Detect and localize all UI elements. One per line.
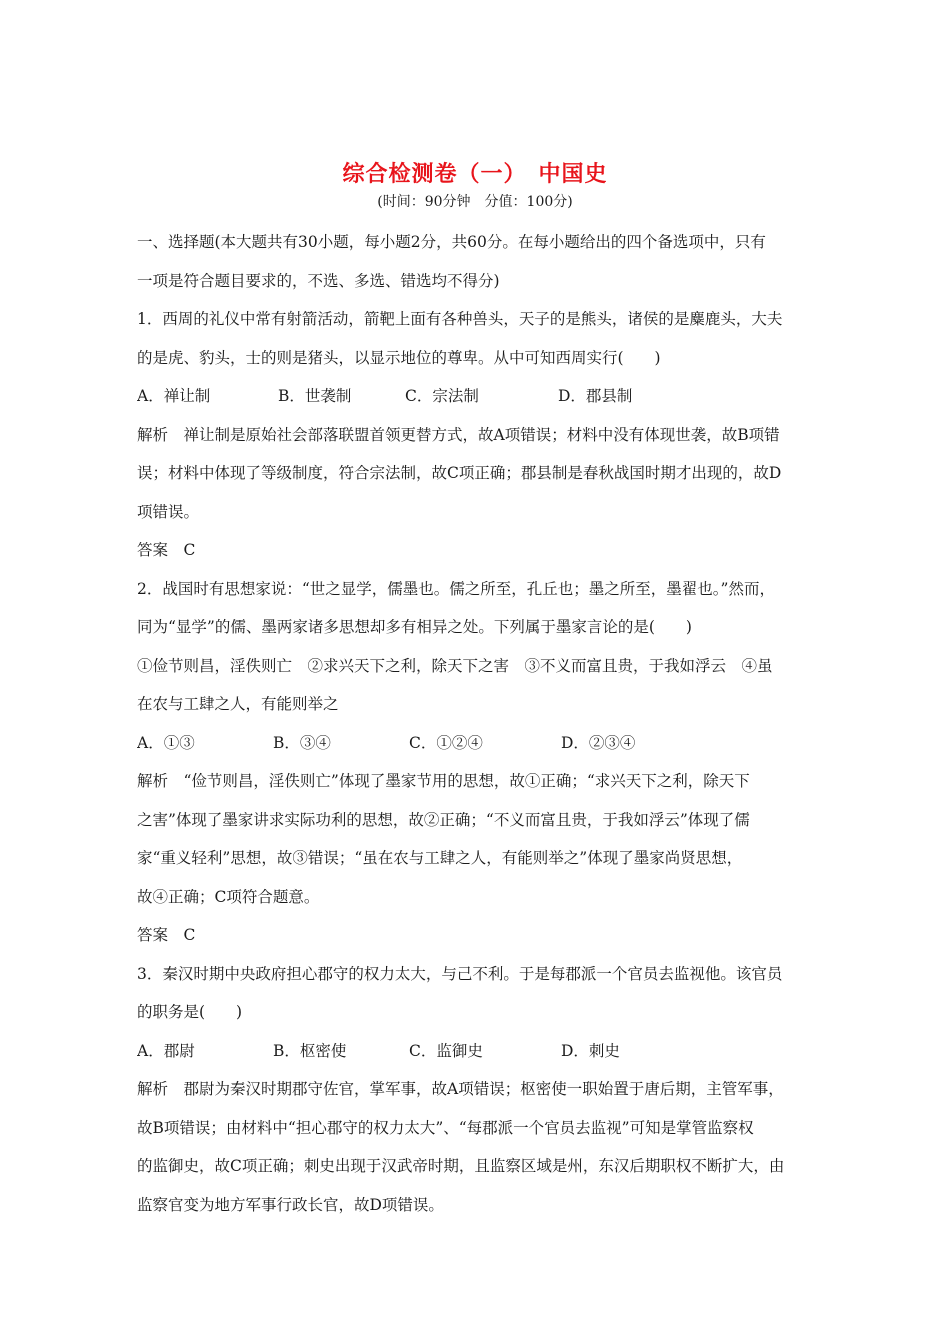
question-stem: 的职务是( ) <box>137 1003 243 1021</box>
option-b: B．世袭制 <box>278 387 352 405</box>
option-a: A．①③ <box>137 733 195 752</box>
question-2 <box>137 570 840 955</box>
analysis-text: 解析 郡尉为秦汉时期郡守佐官，掌军事，故A项错误；枢密使一职始置于唐后期，主管军事， <box>137 1080 784 1098</box>
analysis-text: 解析 “俭节则昌，淫佚则亡”体现了墨家节用的思想，故①正确；“求兴天下之利，除天下 <box>137 772 750 790</box>
analysis-text: 监察官变为地方军事行政长官，故D项错误。 <box>137 1195 444 1214</box>
analysis-text: 家“重义轻利”思想，故③错误；“虽在农与工肆之人，有能则举之”体现了墨家尚贤思想， <box>137 849 743 867</box>
analysis-text: 项错误。 <box>137 502 200 521</box>
answer-text: 答案 C <box>137 541 196 559</box>
analysis-text: 故B项错误；由材料中“担心郡守的权力太大”、“每郡派一个官员去监视”可知是掌管监察权 <box>137 1118 754 1137</box>
section-instructions: 一、选择题(本大题共有30小题，每小题2分，共60分。在每小题给出的四个备选项中，只有 <box>137 233 766 251</box>
analysis-text: 之害”体现了墨家讲求实际功利的思想，故②正确；“不义而富且贵，于我如浮云”体现了儒 <box>137 810 750 829</box>
question-options <box>137 1032 840 1071</box>
option-c: C．监御史 <box>409 1041 483 1060</box>
option-b: B．③④ <box>273 733 331 752</box>
option-c: C．宗法制 <box>405 387 479 405</box>
question-options <box>137 724 840 763</box>
question-options <box>137 377 840 416</box>
option-a: A．郡尉 <box>137 1041 195 1060</box>
question-stem: 2．战国时有思想家说：“世之显学，儒墨也。儒之所至，孔丘也；墨之所至，墨翟也。”然而， <box>137 579 775 598</box>
analysis-text: 解析 禅让制是原始社会部落联盟首领更替方式，故A项错误；材料中没有体现世袭，故B项错 <box>137 425 780 444</box>
exam-time-score: (时间：90分钟 分值：100分) <box>377 194 573 210</box>
analysis-text: 的监御史，故C项正确；刺史出现于汉武帝时期，且监察区域是州，东汉后期职权不断扩大，由 <box>137 1157 785 1175</box>
option-d: D．郡县制 <box>558 387 633 405</box>
option-d: D．刺史 <box>561 1041 620 1060</box>
page-title: 综合检测卷（一） 中国史 <box>342 161 608 187</box>
question-stem: 同为“显学”的儒、墨两家诸多思想却多有相异之处。下列属于墨家言论的是( ) <box>137 618 692 636</box>
exam-content <box>137 223 840 1224</box>
option-d: D．②③④ <box>561 733 636 752</box>
question-3 <box>137 955 840 1225</box>
question-stem: 3．秦汉时期中央政府担心郡守的权力太大，与己不利。于是每郡派一个官员去监视他。该官员 <box>137 964 783 983</box>
analysis-text: 故④正确；C项符合题意。 <box>137 887 320 906</box>
question-1 <box>137 300 840 570</box>
question-stem: 的是虎、豹头，士的则是猪头，以显示地位的尊卑。从中可知西周实行( ) <box>137 348 661 367</box>
analysis-text: 误；材料中体现了等级制度，符合宗法制，故C项正确；郡县制是春秋战国时期才出现的，故D <box>137 464 782 482</box>
option-c: C．①②④ <box>409 733 483 752</box>
question-stem: 在农与工肆之人，有能则举之 <box>137 695 339 713</box>
question-stem: 1．西周的礼仪中常有射箭活动，箭靶上面有各种兽头，天子的是熊头，诸侯的是麋鹿头，大夫 <box>137 310 783 328</box>
section-instructions-cont: 一项是符合题目要求的，不选、多选、错选均不得分) <box>137 271 500 290</box>
option-a: A．禅让制 <box>137 387 211 405</box>
question-stem: ①俭节则昌，淫佚则亡 ②求兴天下之利，除天下之害 ③不义而富且贵，于我如浮云 ④虽 <box>137 656 773 675</box>
option-b: B．枢密使 <box>273 1041 347 1060</box>
answer-text: 答案 C <box>137 926 196 944</box>
